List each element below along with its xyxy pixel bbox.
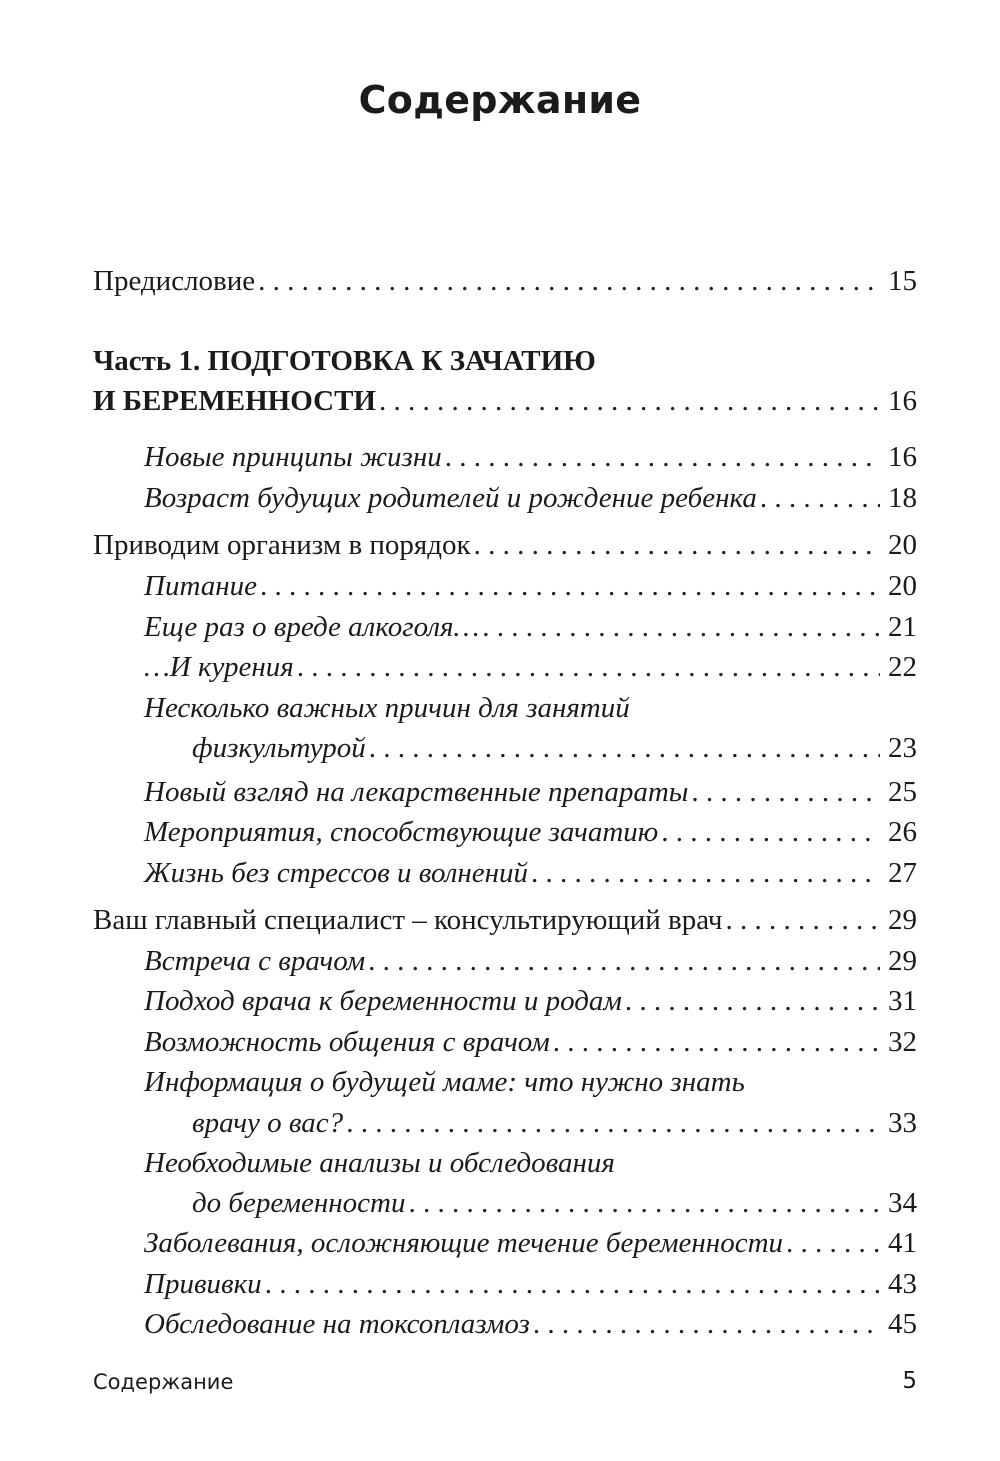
toc-entry-title: Ваш главный специалист – консультирующий врач [93, 904, 723, 936]
toc-entry-page: 29 [888, 945, 917, 977]
toc-entry-part1[interactable] [93, 384, 917, 418]
toc-entry-preface[interactable] [93, 264, 917, 298]
toc-entry-page: 45 [888, 1308, 917, 1340]
dot-leader [479, 610, 880, 644]
dot-leader [550, 1025, 880, 1059]
toc-entry-title: Питание [144, 570, 257, 602]
toc-subentry[interactable] [144, 1226, 917, 1260]
toc-entry-page: 32 [888, 1026, 917, 1058]
toc-entry-page: 43 [888, 1268, 917, 1300]
toc-subentry[interactable] [144, 815, 917, 849]
toc-entry-page: 31 [888, 985, 917, 1017]
toc-subentry[interactable] [144, 856, 917, 890]
dot-leader [366, 731, 880, 765]
toc-subentry[interactable] [144, 440, 917, 474]
toc-entry-page: 34 [888, 1187, 917, 1219]
toc-subentry[interactable] [144, 1025, 917, 1059]
toc-subentry-title-line1[interactable]: Информация о будущей маме: что нужно знать [144, 1066, 745, 1098]
dot-leader [471, 528, 880, 562]
dot-leader [365, 944, 880, 978]
toc-subentry[interactable] [144, 569, 917, 603]
dot-leader [658, 815, 880, 849]
dot-leader [294, 650, 880, 684]
toc-entry-title: Подход врача к беременности и родам [144, 985, 622, 1017]
toc-part-title-line1[interactable]: Часть 1. ПОДГОТОВКА К ЗАЧАТИЮ [93, 345, 596, 377]
toc-entry-title: Заболевания, осложняющие течение беременности [144, 1227, 784, 1259]
toc-entry-page: 16 [888, 441, 917, 473]
dot-leader [255, 264, 880, 298]
dot-leader [528, 856, 880, 890]
toc-entry-page: 22 [888, 651, 917, 683]
dot-leader [622, 984, 880, 1018]
toc-subentry[interactable] [144, 775, 917, 809]
toc-entry-page: 41 [888, 1227, 917, 1259]
toc-subentry[interactable] [144, 610, 917, 644]
dot-leader [442, 440, 880, 474]
toc-subentry[interactable] [192, 1186, 917, 1220]
toc-entry-page: 18 [888, 482, 917, 514]
toc-subentry[interactable] [144, 650, 917, 684]
dot-leader [343, 1106, 880, 1140]
toc-entry-title: Жизнь без стрессов и волнений [144, 857, 529, 889]
toc-entry-page: 27 [888, 857, 917, 889]
toc-subentry[interactable] [144, 1267, 917, 1301]
dot-leader [723, 903, 880, 937]
dot-leader [406, 1186, 881, 1220]
toc-entry-title: до беременности [192, 1187, 406, 1219]
toc-entry-title: Еще раз о вреде алкоголя… [144, 611, 480, 643]
toc-entry-page: 20 [888, 529, 917, 561]
toc-subentry[interactable] [144, 1307, 917, 1341]
toc-entry-title: Прививки [144, 1268, 262, 1300]
toc-subentry[interactable] [192, 1106, 917, 1140]
dot-leader [688, 775, 880, 809]
dot-leader [257, 569, 880, 603]
dot-leader [376, 384, 880, 418]
toc-subentry[interactable] [192, 731, 917, 765]
page-title: Содержание [358, 78, 642, 122]
toc-entry-title: Мероприятия, способствующие зачатию [144, 816, 659, 848]
toc-entry-title: Приводим организм в порядок [93, 529, 471, 561]
toc-subentry[interactable] [144, 481, 917, 515]
toc-entry-page: 15 [888, 265, 917, 297]
toc-entry-page: 23 [888, 732, 917, 764]
running-footer-title: Содержание [93, 1370, 234, 1394]
toc-entry-title: Новый взгляд на лекарственные препараты [144, 776, 689, 808]
toc-entry-page: 29 [888, 904, 917, 936]
dot-leader [262, 1267, 880, 1301]
toc-entry-section[interactable] [93, 903, 917, 937]
toc-entry-title: физкультурой [192, 732, 366, 764]
dot-leader [757, 481, 880, 515]
toc-subentry-title-line1[interactable]: Несколько важных причин для занятий [144, 692, 630, 724]
toc-entry-title: Возможность общения с врачом [144, 1026, 550, 1058]
toc-entry-title: Обследование на токсоплазмоз [144, 1308, 530, 1340]
toc-entry-title: …И курения [144, 651, 294, 683]
toc-entry-title: Возраст будущих родителей и рождение ребенка [144, 482, 757, 514]
toc-subentry[interactable] [144, 944, 917, 978]
toc-entry-page: 25 [888, 776, 917, 808]
toc-subentry[interactable] [144, 984, 917, 1018]
toc-entry-title: И БЕРЕМЕННОСТИ [93, 385, 376, 417]
toc-entry-page: 20 [888, 570, 917, 602]
toc-entry-title: врачу о вас? [192, 1107, 344, 1139]
dot-leader [530, 1307, 880, 1341]
toc-entry-title: Встреча с врачом [144, 945, 366, 977]
toc-entry-page: 16 [888, 385, 917, 417]
page-number: 5 [902, 1368, 917, 1394]
toc-subentry-title-line1[interactable]: Необходимые анализы и обследования [144, 1147, 615, 1179]
toc-entry-title: Предисловие [93, 265, 256, 297]
toc-entry-page: 33 [888, 1107, 917, 1139]
toc-entry-section[interactable] [93, 528, 917, 562]
toc-entry-title: Новые принципы жизни [144, 441, 442, 473]
dot-leader [783, 1226, 880, 1260]
toc-entry-page: 26 [888, 816, 917, 848]
toc-entry-page: 21 [888, 611, 917, 643]
